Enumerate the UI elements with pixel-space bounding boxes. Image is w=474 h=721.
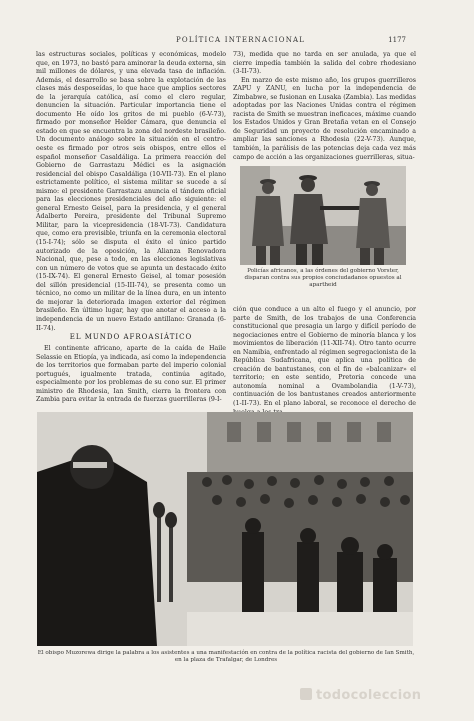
right-column-top bbox=[233, 51, 416, 161]
right-column-bottom bbox=[233, 306, 416, 408]
photo-demonstration bbox=[37, 412, 413, 646]
paragraph: ción que conduce a un alto el fuego y el anuncio, por parte de Smith, de los trabajos de una Conferencia constitucional que presagia un largo y difícil período de negociaciones entre el Gobierno de minoría blanca y los movimientos de liberación (11-XII-74). Otro tanto ocurre en Namibia, enfrentado al régimen segregacionista de la República Sudafricana, que aplica una política de creación de bantustanes, con el fin de «balcanizar» el territorio; en este sentido, Pretoria concede una autonomía nominal a Ovambolandia (1-V-73), continuación de los bantustanes creados anteriormente (1-II-73). En el plano laboral, se reconoce el derecho de bbox=[233, 306, 416, 408]
page-number: 1177 bbox=[388, 36, 406, 44]
header-title: POLÍTICA INTERNACIONAL bbox=[176, 36, 306, 44]
paragraph: 73), medida que no tarda en ser anulada, ya que el cierre impedía también la salida del cobre rhodesiano (3-II-73). bbox=[233, 51, 416, 76]
photo-police-image bbox=[240, 166, 406, 265]
paragraph: En marzo de este mismo año, los grupos guerrilleros ZAPU y ZANU, en lucha por la independencia de Zimbabwe, se fusionan en Lusaka (Zambia). Las medidas adoptadas por las Naciones Unidas contra el régimen racista de Smith se muestran ineficaces, máxime cuando los Estados Unidos y Gran Bretaña vetan en el Consejo de Seguridad un proyecto de resolución encaminado a ampliar las sanciones a Rhodesia (22-V-73). Aunque, también, la parálisis de las potencias deja cada vez más campo de acción a las organizaciones guerrilleras, situa- bbox=[233, 76, 416, 161]
photo-police-caption: Policías africanos, a las órdenes del gobierno Vorster, disparan contra sus propios conciudadanos opuestos al apartheid bbox=[244, 268, 402, 288]
photo-demonstration-image bbox=[37, 412, 413, 646]
paragraph: las estructuras sociales, políticas y económicas, modelo que, en 1973, no bastó para aminorar la deuda externa, sin mil millones de dólares, y una elevada tasa de inflación. Además, el desarrollo se basa sobre la explotación de las clases más desposeídas, lo que hace que amplios sectores de la jerarquía católica, así como el clero regular, denuncien la situación. Particular importancia tiene el documento He oído los gritos de mi pueblo (6-V-73), firmado por monseñor Helder Cámara, que denuncia el estado en que se encuentra la zona del nordeste brasileño. Un documento análogo sobre la situación en el centro-oeste es firmado por otros seis obispos, entre ellos el español monseñor Casaldáliga. La primera reacción del Gobierno de Garrastazu Médici es la asignación residencial del obispo Casaldáliga (10-VII-73). En el plano estrictamente político, el sistema militar se sucede a sí mismo: el presidente Garrastazu anuncia el tándem oficial para las elecciones presidenciales del año siguiente: el general Ernesto Geisel, para la presidencia, y el general Adalberto Pereira, presidente del Tribunal Supremo Militar, para la vicepresidencia (18-VI-73). Candidatura que, como era previsible, triunfa en la ceremonia electoral (15-I-74); sólo se disputa el éxito el único partido autorizado de la oposición, la Alianza Renovadora Nacional, que, pese a todo, en las elecciones legislativas con un número de votos que se apunta un destacado éxito (15-IX-74). El general Ernesto Geisel, al tomar posesión del sillón presidencial (15-III-74), se presenta como un técnico, no como un militar de la línea dura, en un intento de mejorar la deteriorada imagen exterior del régimen brasileño. En último lugar, hay que anotar el acceso a la independencia de un nuevo Estado antillano: Granada (6-II-74). bbox=[36, 51, 226, 332]
left-column-top bbox=[36, 51, 226, 335]
photo-police bbox=[240, 166, 406, 265]
paragraph: El continente africano, aparte de la caída de Haile Selassie en Etiopía, ya indicada, así como la independencia de los territorios que formaban parte del imperio colonial portugués, igualmente tratada, continúa agitado, especialmente por los problemas de su cono sur. El primer ministro de Rhodesia, Ian Smith, cierra la frontera con Zambia para evitar la entrada de fuerzas guerrilleras (9-I- bbox=[36, 345, 226, 404]
watermark-icon bbox=[300, 688, 312, 700]
photo-demonstration-caption: El obispo Muzorewa dirige la palabra a los asistentes a una manifestación en contra de la política racista del gobierno de Ian Smith, en la plaza de Trafalgar, de Londres bbox=[37, 650, 415, 663]
running-header bbox=[176, 36, 406, 44]
watermark bbox=[300, 688, 421, 703]
section-title: EL MUNDO AFROASIÁTICO bbox=[69, 333, 193, 341]
watermark-text: todocoleccion bbox=[316, 688, 422, 703]
left-column-bottom bbox=[36, 345, 226, 408]
